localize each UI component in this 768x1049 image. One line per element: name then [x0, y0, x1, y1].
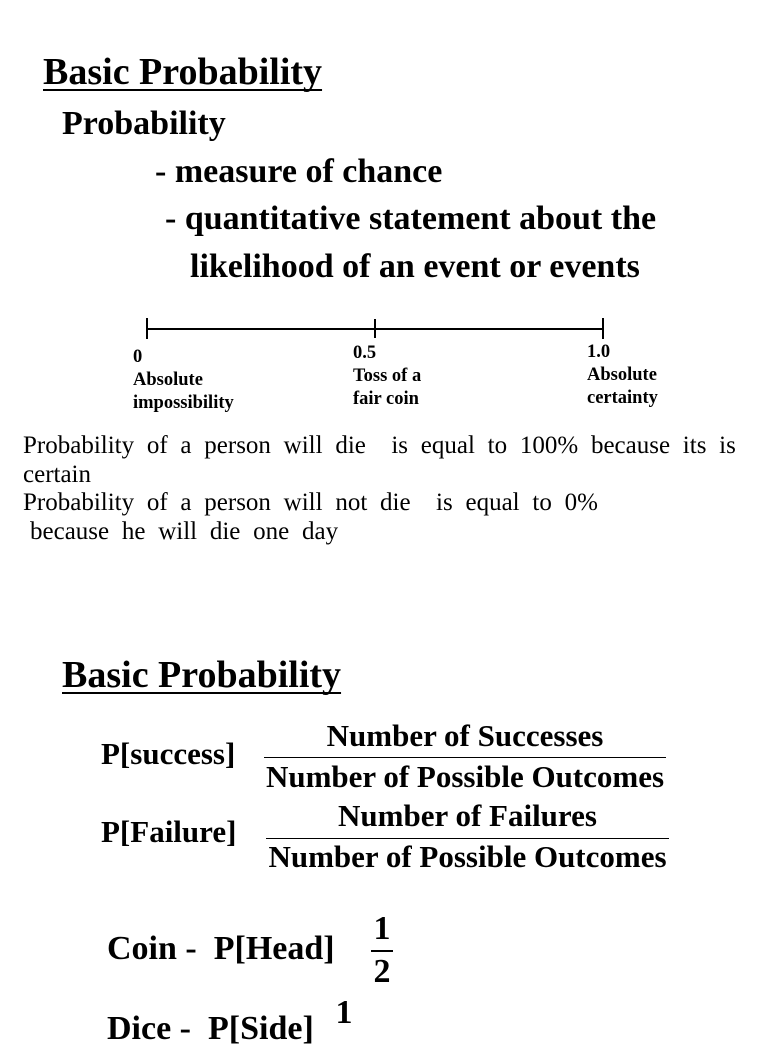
scale-caption-line: Absolute	[133, 370, 203, 390]
formula-failure-denominator: Number of Possible Outcomes	[268, 839, 667, 874]
probability-scale	[140, 312, 612, 344]
dice-example-numerator: 1	[335, 994, 353, 1031]
scale-caption-line: fair coin	[353, 389, 419, 409]
formula-failure-fraction	[266, 798, 669, 875]
coin-example-fraction	[371, 909, 393, 992]
dice-example-label: Dice - P[Side]	[107, 1010, 314, 1047]
formula-failure-numerator: Number of Failures	[338, 798, 597, 833]
scale-caption-line: certainty	[587, 388, 658, 408]
scale-caption-line: Absolute	[587, 365, 657, 385]
scale-caption-line: Toss of a	[353, 366, 422, 386]
scale-value: 0.5	[353, 343, 377, 363]
coin-example-denominator: 2	[373, 953, 391, 990]
formula-success-label: P[success]	[101, 736, 236, 771]
section-title: Basic Probability	[43, 51, 323, 93]
section-title: Basic Probability	[62, 654, 342, 696]
example-line: Probability of a person will not die is equal to 0%	[23, 489, 598, 516]
formula-success-numerator: Number of Successes	[326, 718, 604, 753]
scale-label-certainty	[587, 341, 658, 410]
formula-success-denominator: Number of Possible Outcomes	[265, 759, 665, 794]
definition-term: Probability	[62, 105, 226, 142]
example-line: Probability of a person will die is equal to 100% because its is	[23, 432, 736, 459]
definition-line: - quantitative statement about the	[165, 200, 657, 237]
scale-value: 0	[133, 347, 143, 367]
scale-label-fair-coin	[353, 342, 421, 411]
example-line: because he will die one day	[30, 518, 339, 545]
definition-line: likelihood of an event or events	[190, 248, 640, 285]
scale-value: 1.0	[587, 342, 611, 362]
example-line: certain	[23, 461, 92, 488]
formula-failure-label: P[Failure]	[101, 814, 237, 849]
coin-example-numerator: 1	[373, 910, 391, 947]
scale-caption-line: impossibility	[133, 393, 234, 413]
coin-example-label: Coin - P[Head]	[107, 930, 335, 967]
scale-label-impossibility	[133, 346, 234, 415]
fraction-bar	[264, 757, 666, 758]
formula-success-fraction	[264, 718, 666, 795]
definition-line: - measure of chance	[155, 153, 443, 190]
